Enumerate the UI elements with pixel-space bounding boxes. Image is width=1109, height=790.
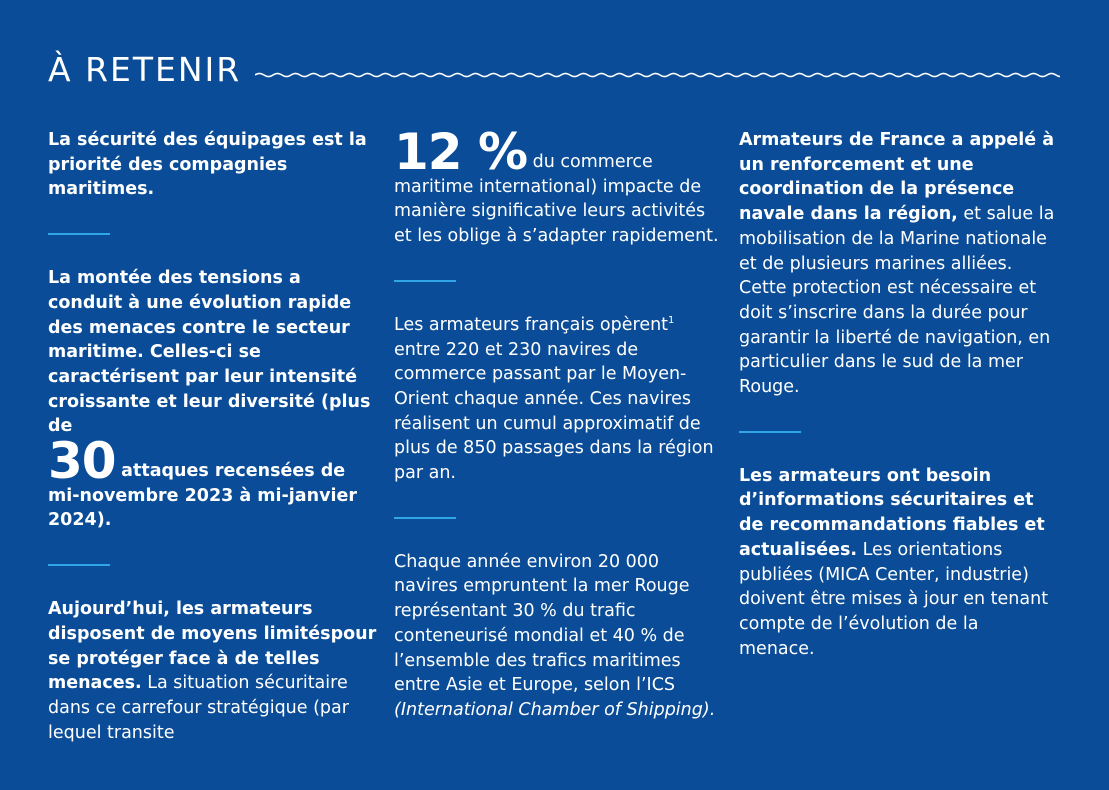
column-divider (739, 431, 801, 433)
column-middle (394, 123, 724, 723)
column-right (739, 128, 1059, 661)
crew-safety-paragraph: La sécurité des équipages est la priorité des compagnies maritimes. (48, 130, 367, 200)
limited-means-paragraph: Aujourd’hui, les armateurs disposent de moyens limitéspour se protéger face à de telles menaces. La situation sécuritaire dans ce carrefour stratégique (par lequel transite (48, 599, 377, 743)
column-divider (394, 517, 456, 519)
trade-share-stat: 12 % (394, 123, 528, 181)
column-divider (48, 233, 110, 235)
footnote-marker: 1 (668, 314, 675, 326)
section-header (48, 50, 1060, 94)
naval-presence-paragraph: Armateurs de France a appelé à un renforcement et une coordination de la présence navale dans la région, et salue la mobilisation de la Marine nationale et de plusieurs marines alliées. Cette protection est nécessaire et doit s’inscrire dans la durée pour garantir la liberté de navigation, en particulier dans le sud de la mer Rouge. (739, 130, 1055, 398)
wave-divider (255, 70, 1060, 80)
red-sea-traffic-paragraph: Chaque année environ 20 000 navires empruntent la mer Rouge représentant 30 % du trafic conteneurisé mondial et 40 % de l’ensemble des trafics maritimes entre Asie et Europe, selon l’ICS (International Chamber of Shipping). (394, 551, 716, 720)
column-divider (48, 564, 110, 566)
french-fleet-paragraph: Les armateurs français opèrent$^1$ entre 220 et 230 navires de commerce passant par le Moyen-Orient chaque année. Ces navires réalisent un cumul approximatif de plus de 850 passages dans la région par an. (394, 314, 714, 484)
threats-paragraph: La montée des tensions a conduit à une évolution rapide des menaces contre le secteur maritime. Celles-ci se caractérisent par leur intensité croissante et leur diversité (plus de 30 attaques recensées de mi-novembre 2023 à mi-janvier 2024). (48, 268, 371, 531)
section-title: À RETENIR (48, 50, 242, 89)
trade-share-paragraph: 12 % du commerce maritime international) impacte de manière significative leurs activités et les oblige à s’adapter rapidement. (394, 123, 719, 247)
column-divider (394, 280, 456, 282)
column-left (48, 128, 378, 745)
security-info-paragraph: Les armateurs ont besoin d’informations sécuritaires et de recommandations fiables et actualisées. Les orientations publiées (MICA Center, industrie) doivent être mises à jour en tenant compte de l’évolution de la menace. (739, 465, 1049, 659)
attacks-stat: 30 (48, 432, 116, 491)
